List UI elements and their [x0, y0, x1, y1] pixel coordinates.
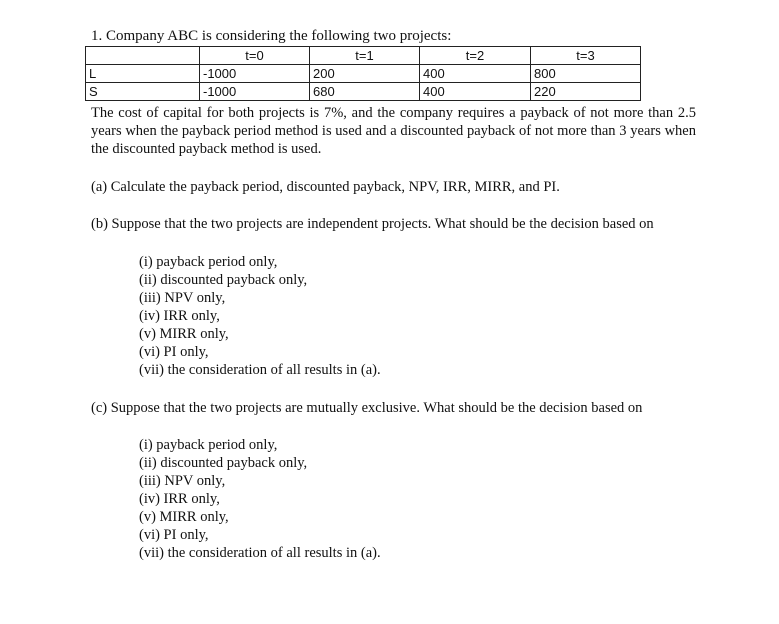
list-item: (v) MIRR only, [139, 509, 229, 525]
part-b-text: (b) Suppose that the two projects are independent projects. What should be the decision based on [91, 216, 654, 232]
table-cell: 680 [310, 83, 420, 101]
table-row [86, 83, 641, 101]
table-header-cell: t=1 [310, 47, 420, 65]
project-label-cell: L [86, 65, 200, 83]
table-cell: 400 [420, 83, 531, 101]
table-header-cell [86, 47, 200, 65]
part-a-text: (a) Calculate the payback period, discounted payback, NPV, IRR, MIRR, and PI. [91, 179, 560, 195]
list-item: (iv) IRR only, [139, 491, 220, 507]
list-item: (vi) PI only, [139, 344, 209, 360]
list-item: (v) MIRR only, [139, 326, 229, 342]
cash-flow-table [85, 46, 641, 101]
list-item: (ii) discounted payback only, [139, 272, 308, 288]
list-item: (iv) IRR only, [139, 308, 220, 324]
table-header-cell: t=2 [420, 47, 531, 65]
list-item: (ii) discounted payback only, [139, 455, 308, 471]
project-label-cell: S [86, 83, 200, 101]
part-b-list [139, 253, 381, 379]
intro-paragraph: The cost of capital for both projects is 7%, and the company requires a payback of not more than 2.5 years when the payback period method is used and a discounted payback of not more than 3 years when the discounted payback method is used. [91, 105, 696, 157]
table-row [86, 65, 641, 83]
table-header-cell: t=0 [200, 47, 310, 65]
table-cell: -1000 [200, 83, 310, 101]
list-item: (vii) the consideration of all results in (a). [139, 545, 381, 561]
table-cell: 220 [531, 83, 641, 101]
list-item: (iii) NPV only, [139, 290, 226, 306]
table-header-cell: t=3 [531, 47, 641, 65]
part-c-text: (c) Suppose that the two projects are mutually exclusive. What should be the decision based on [91, 400, 643, 416]
part-c-list [139, 436, 381, 562]
table-cell: 200 [310, 65, 420, 83]
table-cell: -1000 [200, 65, 310, 83]
table-cell: 400 [420, 65, 531, 83]
table-cell: 800 [531, 65, 641, 83]
question-title: 1. Company ABC is considering the following two projects: [91, 28, 452, 44]
table-header-row [86, 47, 641, 65]
list-item: (vii) the consideration of all results in (a). [139, 362, 381, 378]
list-item: (i) payback period only, [139, 437, 278, 453]
list-item: (vi) PI only, [139, 527, 209, 543]
list-item: (iii) NPV only, [139, 473, 226, 489]
list-item: (i) payback period only, [139, 254, 278, 270]
